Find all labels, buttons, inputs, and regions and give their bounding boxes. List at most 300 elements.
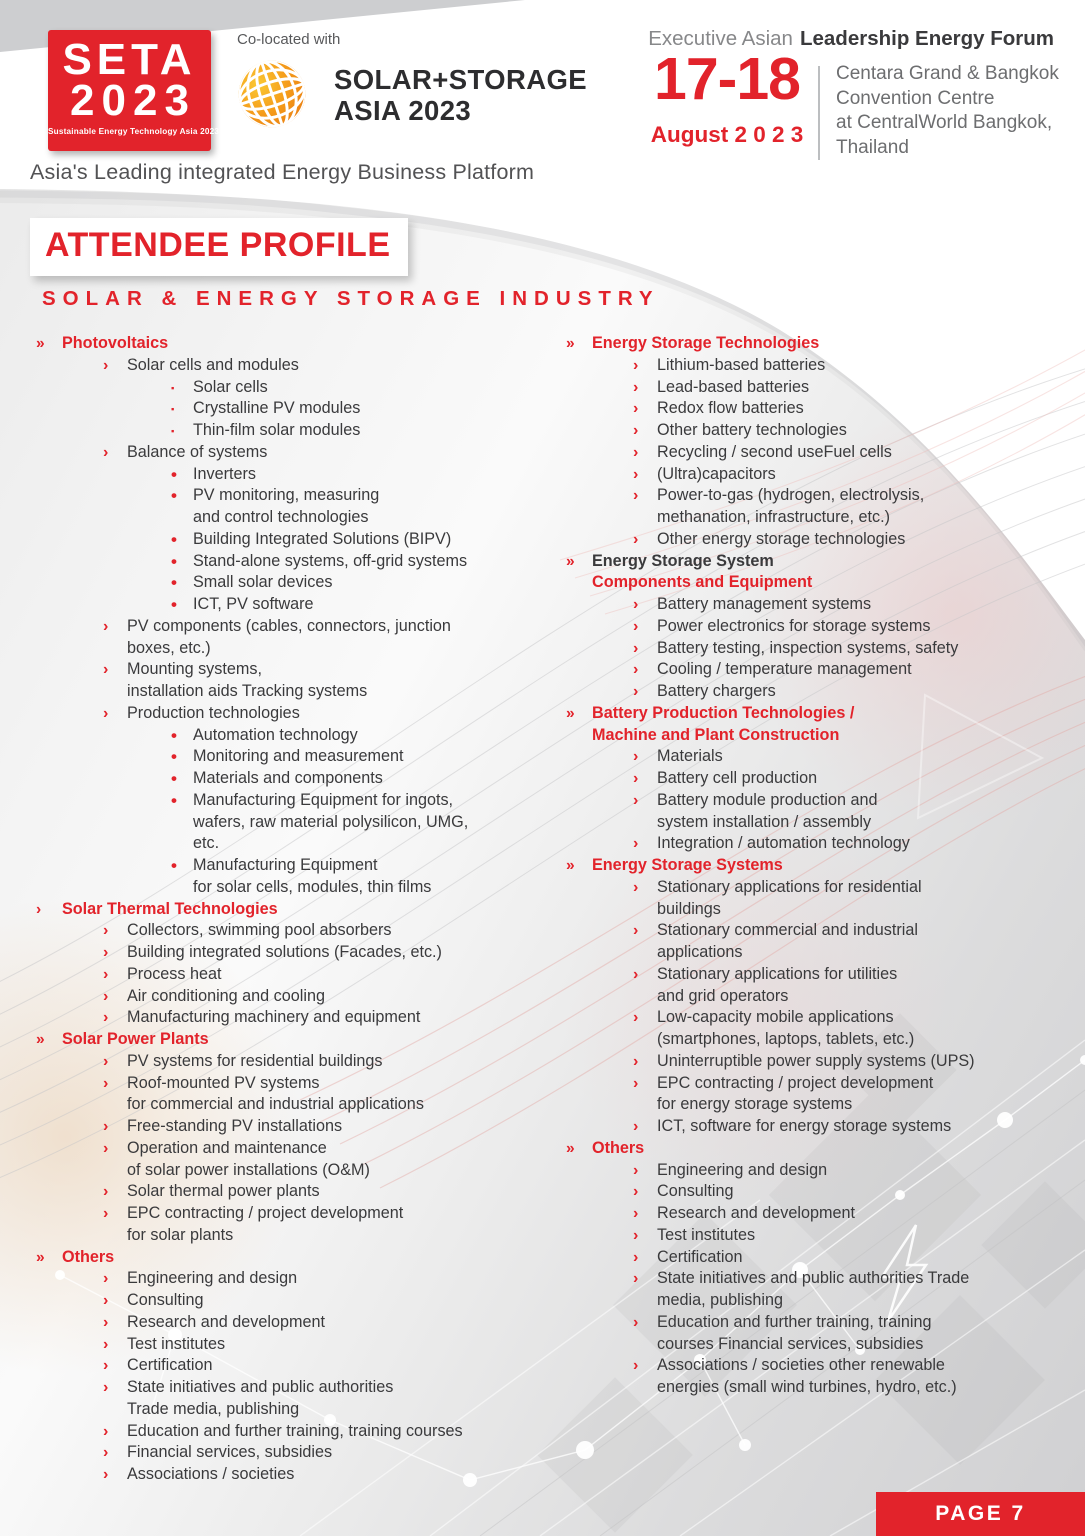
- list-item-text: Financial services, subsidies: [127, 1443, 333, 1462]
- chevron-bullet-icon: ›: [633, 661, 639, 679]
- list-item-text: Trade media, publishing: [127, 1399, 300, 1418]
- dot-bullet-icon: •: [171, 769, 177, 788]
- section-heading-text: Others: [62, 1247, 115, 1266]
- list-line: [35, 877, 560, 899]
- chevron-bullet-icon: ›: [103, 944, 109, 961]
- section-heading-text: Solar Thermal Technologies: [62, 899, 278, 918]
- list-item-text: of solar power installations (O&M): [127, 1160, 370, 1179]
- list-item-text: Power-to-gas (hydrogen, electrolysis,: [657, 486, 925, 505]
- list-item-text: Solar cells: [193, 377, 268, 396]
- list-line: [565, 1334, 1085, 1356]
- square-bullet-icon: ▪: [171, 404, 175, 416]
- list-item-text: applications: [657, 943, 743, 961]
- chevron-bullet-icon: ›: [103, 1444, 109, 1462]
- list-item-text: PV monitoring, measuring: [193, 486, 380, 505]
- list-item-text: and grid operators: [657, 986, 789, 1005]
- list-item-text: Low-capacity mobile applications: [657, 1008, 894, 1027]
- list-item-text: Thin-film solar modules: [193, 421, 361, 439]
- chevron-bullet-icon: ›: [103, 965, 109, 983]
- chevron-bullet-icon: ›: [633, 400, 639, 418]
- list-item-text: Building Integrated Solutions (BIPV): [193, 529, 452, 548]
- list-item-text: boxes, etc.): [127, 638, 211, 657]
- list-item-text: (Ultra)capacitors: [657, 464, 776, 483]
- list-item-text: installation aids Tracking systems: [127, 682, 368, 700]
- chevron-bullet-icon: ›: [103, 617, 109, 635]
- chevron-bullet-icon: ›: [103, 704, 109, 722]
- list-item-text: State initiatives and public authorities Trade: [657, 1269, 970, 1288]
- list-item-text: buildings: [657, 899, 721, 918]
- list-line: [565, 355, 1085, 377]
- list-line: [35, 572, 560, 594]
- list-item-text: and control technologies: [193, 508, 369, 526]
- chevron-bullet-icon: ›: [633, 617, 639, 635]
- list-item-text: Other battery technologies: [657, 421, 847, 439]
- chevron-bullet-icon: ›: [103, 1270, 109, 1288]
- chevron-bullet-icon: ›: [103, 1379, 109, 1396]
- list-line: [565, 1312, 1085, 1334]
- chevron-bullet-icon: ›: [103, 1466, 109, 1483]
- list-line: [35, 768, 560, 790]
- list-line: [35, 1051, 560, 1073]
- chevron-bullet-icon: ›: [633, 1226, 639, 1244]
- chevron-bullet-icon: ›: [633, 639, 639, 657]
- list-line: [565, 1225, 1085, 1247]
- forum-title-regular: Executive Asian: [648, 27, 793, 50]
- list-item-text: system installation / assembly: [657, 812, 872, 831]
- list-line: [565, 1268, 1085, 1290]
- event-month: August 2 0 2 3: [650, 122, 804, 147]
- chevron-bullet-icon: ›: [633, 683, 639, 700]
- venue-line: Convention Centre: [836, 87, 995, 109]
- list-line: [35, 377, 560, 399]
- chevron-bullet-icon: ›: [633, 378, 639, 396]
- list-line: [35, 1094, 560, 1116]
- list-line: [35, 1464, 560, 1486]
- list-line: [35, 703, 560, 725]
- list-item-text: Battery management systems: [657, 595, 872, 613]
- list-item-text: Certification: [127, 1356, 213, 1375]
- list-item-text: Balance of systems: [127, 442, 268, 461]
- list-item-text: Crystalline PV modules: [193, 399, 361, 418]
- list-item-text: Free-standing PV installations: [127, 1117, 343, 1135]
- section-heading-text: Components and Equipment: [592, 573, 813, 592]
- list-item-text: Associations / societies: [127, 1465, 295, 1483]
- page-title: [30, 218, 408, 276]
- list-item-text: ICT, software for energy storage systems: [657, 1117, 952, 1135]
- double-chevron-bullet-icon: »: [36, 1031, 45, 1048]
- list-item-text: Education and further training, training courses: [127, 1421, 463, 1440]
- chevron-bullet-icon: ›: [633, 835, 639, 853]
- list-line: [565, 1181, 1085, 1203]
- event-dates: 17-18: [654, 46, 800, 112]
- list-line: [35, 681, 560, 703]
- double-chevron-bullet-icon: »: [566, 552, 575, 570]
- chevron-bullet-icon: ›: [103, 1313, 109, 1331]
- double-chevron-bullet-icon: ›: [36, 900, 42, 918]
- dot-bullet-icon: •: [171, 573, 177, 593]
- list-item-text: PV systems for residential buildings: [127, 1051, 383, 1070]
- dot-bullet-icon: •: [171, 856, 177, 875]
- list-item-text: State initiatives and public authorities: [127, 1378, 394, 1396]
- list-item-text: ICT, PV software: [193, 595, 314, 613]
- section-heading-text: Machine and Plant Construction: [592, 725, 840, 744]
- list-item-text: methanation, infrastructure, etc.): [657, 508, 891, 526]
- list-item-text: Lead-based batteries: [657, 377, 810, 396]
- chevron-bullet-icon: ›: [633, 1009, 639, 1027]
- list-line: [565, 464, 1085, 486]
- list-line: [565, 790, 1085, 812]
- list-item-text: Building integrated solutions (Facades, etc.): [127, 943, 442, 961]
- chevron-bullet-icon: ›: [633, 1270, 639, 1288]
- vertical-divider: [818, 66, 820, 160]
- venue-line: Centara Grand & Bangkok: [836, 63, 1059, 84]
- list-line: [35, 1421, 560, 1443]
- event-name-line2: ASIA 2023: [334, 95, 472, 126]
- list-line: [35, 398, 560, 420]
- list-line: [565, 1203, 1085, 1225]
- list-item-text: Monitoring and measurement: [193, 747, 404, 766]
- chevron-bullet-icon: ›: [633, 1118, 639, 1135]
- section-heading-text: Energy Storage Systems: [592, 856, 783, 874]
- list-item-text: Research and development: [127, 1312, 325, 1331]
- section-heading-line: [35, 899, 560, 921]
- list-line: [565, 485, 1085, 507]
- list-item-text: Stationary commercial and industrial: [657, 921, 918, 940]
- list-item-text: Power electronics for storage systems: [657, 616, 931, 635]
- list-item-text: for commercial and industrial applications: [127, 1095, 424, 1114]
- chevron-bullet-icon: ›: [103, 1009, 109, 1027]
- list-line: [35, 1160, 560, 1182]
- list-line: [565, 681, 1085, 703]
- list-item-text: Process heat: [127, 964, 222, 983]
- list-line: [35, 1225, 560, 1247]
- list-line: [565, 1073, 1085, 1095]
- list-line: [35, 616, 560, 638]
- chevron-bullet-icon: ›: [633, 465, 639, 483]
- dot-bullet-icon: •: [171, 725, 177, 745]
- list-line: [565, 833, 1085, 855]
- list-item-text: Manufacturing machinery and equipment: [127, 1008, 421, 1027]
- chevron-bullet-icon: ›: [633, 422, 639, 439]
- double-chevron-bullet-icon: »: [566, 857, 575, 874]
- section-heading-text: Solar Power Plants: [62, 1030, 209, 1048]
- list-item-text: Uninterruptible power supply systems (UPS): [657, 1051, 975, 1070]
- list-item-text: Consulting: [657, 1182, 734, 1201]
- list-item-text: Materials: [657, 747, 723, 766]
- chevron-bullet-icon: ›: [103, 1292, 109, 1309]
- list-line: [565, 986, 1085, 1008]
- list-line: [565, 920, 1085, 942]
- chevron-bullet-icon: ›: [633, 1313, 639, 1331]
- chevron-bullet-icon: ›: [633, 487, 639, 505]
- event-name-line1: SOLAR+STORAGE: [334, 64, 587, 95]
- list-item-text: Test institutes: [657, 1225, 756, 1244]
- chevron-bullet-icon: ›: [633, 596, 639, 613]
- chevron-bullet-icon: ›: [633, 1074, 639, 1092]
- list-line: [565, 768, 1085, 790]
- section-heading-line: [565, 703, 1085, 725]
- list-line: [565, 507, 1085, 529]
- dot-bullet-icon: •: [171, 551, 177, 571]
- list-line: [35, 1377, 560, 1399]
- chevron-bullet-icon: ›: [633, 1161, 639, 1179]
- list-item-text: etc.: [193, 834, 220, 853]
- list-item-text: Battery chargers: [657, 682, 776, 700]
- list-item-text: EPC contracting / project development: [657, 1073, 934, 1092]
- list-line: [565, 377, 1085, 399]
- list-line: [565, 1377, 1085, 1399]
- list-line: [35, 920, 560, 942]
- chevron-bullet-icon: ›: [633, 1183, 639, 1201]
- double-chevron-bullet-icon: »: [566, 704, 575, 722]
- list-item-text: Manufacturing Equipment for ingots,: [193, 790, 454, 809]
- list-item-text: Automation technology: [193, 725, 358, 744]
- chevron-bullet-icon: ›: [103, 1074, 109, 1092]
- chevron-bullet-icon: ›: [103, 1357, 109, 1375]
- list-line: [565, 1116, 1085, 1138]
- list-line: [565, 942, 1085, 964]
- list-line: [35, 464, 560, 486]
- section-heading-text: Battery Production Technologies /: [592, 703, 855, 722]
- list-item-text: Air conditioning and cooling: [127, 986, 325, 1005]
- list-line: [565, 877, 1085, 899]
- industry-list-right-column: [565, 333, 1085, 1399]
- list-line: [35, 442, 560, 464]
- chevron-bullet-icon: ›: [633, 1052, 639, 1070]
- double-chevron-bullet-icon: »: [566, 335, 575, 352]
- list-line: [35, 485, 560, 507]
- chevron-bullet-icon: ›: [633, 748, 639, 766]
- square-bullet-icon: ▪: [171, 382, 175, 394]
- list-item-text: for solar plants: [127, 1225, 234, 1244]
- forum-title-bold: Leadership Energy Forum: [799, 27, 1054, 50]
- list-line: [565, 1247, 1085, 1269]
- section-heading-line: [35, 333, 560, 355]
- list-item-text: Research and development: [657, 1204, 855, 1222]
- page-title-text: ATTENDEE PROFILE: [45, 226, 391, 264]
- list-line: [35, 942, 560, 964]
- chevron-bullet-icon: ›: [633, 530, 639, 548]
- chevron-bullet-icon: ›: [103, 987, 109, 1005]
- list-item-text: Integration / automation technology: [657, 834, 910, 853]
- list-line: [565, 442, 1085, 464]
- list-item-text: Collectors, swimming pool absorbers: [127, 921, 392, 940]
- chevron-bullet-icon: ›: [633, 1205, 639, 1222]
- colocated-event-name: [334, 64, 587, 126]
- list-item-text: wafers, raw material polysilicon, UMG,: [193, 812, 469, 831]
- section-heading-line: [565, 572, 1085, 594]
- list-line: [35, 1073, 560, 1095]
- list-line: [35, 638, 560, 660]
- chevron-bullet-icon: ›: [103, 356, 109, 374]
- list-item-text: Engineering and design: [657, 1160, 828, 1179]
- chevron-bullet-icon: ›: [103, 1139, 109, 1157]
- dot-bullet-icon: •: [171, 595, 177, 614]
- list-item-text: Certification: [657, 1247, 743, 1266]
- list-item-text: Materials and components: [193, 769, 383, 787]
- dot-bullet-icon: •: [171, 486, 177, 506]
- venue-line: Thailand: [836, 136, 909, 158]
- list-line: [35, 1399, 560, 1421]
- section-heading-text: Others: [592, 1138, 645, 1157]
- list-item-text: courses Financial services, subsidies: [657, 1334, 924, 1353]
- section-heading-line: [565, 725, 1085, 747]
- list-line: [35, 529, 560, 551]
- chevron-bullet-icon: ›: [103, 1422, 109, 1440]
- section-heading-line: [565, 333, 1085, 355]
- list-line: [565, 1355, 1085, 1377]
- list-item-text: Redox flow batteries: [657, 399, 804, 418]
- list-item-text: (smartphones, laptops, tablets, etc.): [657, 1030, 915, 1048]
- list-item-text: Small solar devices: [193, 573, 333, 592]
- section-heading-line: [565, 855, 1085, 877]
- list-item-text: Lithium-based batteries: [657, 355, 826, 374]
- list-line: [35, 1007, 560, 1029]
- list-item-text: Stationary applications for residential: [657, 877, 922, 896]
- list-line: [35, 833, 560, 855]
- list-line: [565, 1007, 1085, 1029]
- square-bullet-icon: ▪: [171, 426, 175, 437]
- dot-bullet-icon: •: [171, 464, 177, 484]
- chevron-bullet-icon: ›: [633, 1248, 639, 1266]
- dot-bullet-icon: •: [171, 529, 177, 549]
- dot-bullet-icon: •: [171, 790, 177, 810]
- double-chevron-bullet-icon: »: [36, 335, 45, 352]
- list-line: [35, 746, 560, 768]
- list-line: [35, 964, 560, 986]
- list-item-text: Solar thermal power plants: [127, 1182, 320, 1201]
- list-line: [35, 1116, 560, 1138]
- list-line: [35, 1138, 560, 1160]
- list-item-text: Inverters: [193, 464, 256, 483]
- list-item-text: for energy storage systems: [657, 1095, 853, 1114]
- list-item-text: Solar cells and modules: [127, 355, 299, 374]
- list-line: [35, 1268, 560, 1290]
- list-line: [35, 551, 560, 573]
- list-line: [565, 899, 1085, 921]
- list-item-text: media, publishing: [657, 1291, 783, 1309]
- page-number-text: PAGE 7: [935, 1502, 1026, 1525]
- chevron-bullet-icon: ›: [103, 1183, 109, 1201]
- venue-line: at CentralWorld Bangkok,: [836, 112, 1053, 133]
- list-line: [565, 529, 1085, 551]
- list-item-text: Engineering and design: [127, 1269, 298, 1288]
- list-line: [35, 986, 560, 1008]
- double-chevron-bullet-icon: »: [566, 1139, 575, 1157]
- list-item-text: Recycling / second useFuel cells: [657, 442, 892, 461]
- list-item-text: Mounting systems,: [127, 660, 262, 679]
- list-line: [565, 398, 1085, 420]
- section-heading-text: Energy Storage Technologies: [592, 334, 820, 352]
- section-heading-text: Photovoltaics: [62, 334, 169, 352]
- chevron-bullet-icon: ›: [633, 791, 639, 809]
- chevron-bullet-icon: ›: [633, 443, 639, 461]
- chevron-bullet-icon: ›: [103, 1118, 109, 1135]
- list-line: [35, 355, 560, 377]
- section-heading-line: [565, 1138, 1085, 1160]
- list-item-text: Consulting: [127, 1291, 204, 1309]
- seta-logo: [48, 30, 220, 151]
- list-item-text: energies (small wind turbines, hydro, etc.): [657, 1378, 957, 1396]
- section-heading-text: Energy Storage System: [592, 551, 774, 570]
- list-line: [35, 812, 560, 834]
- list-item-text: Manufacturing Equipment: [193, 856, 378, 874]
- list-line: [565, 1051, 1085, 1073]
- chevron-bullet-icon: ›: [633, 922, 639, 940]
- list-line: [565, 964, 1085, 986]
- list-line: [35, 1334, 560, 1356]
- list-item-text: Battery testing, inspection systems, safety: [657, 638, 959, 657]
- list-item-text: Production technologies: [127, 703, 300, 722]
- list-line: [565, 1029, 1085, 1051]
- list-line: [565, 420, 1085, 442]
- list-line: [35, 1290, 560, 1312]
- colocated-label: Co-located with: [237, 31, 341, 48]
- list-line: [35, 1355, 560, 1377]
- logo-text-top: SETA: [62, 35, 197, 84]
- chevron-bullet-icon: ›: [103, 443, 109, 461]
- globe-icon: [235, 56, 309, 132]
- venue-address: [836, 62, 1059, 160]
- list-line: [565, 1094, 1085, 1116]
- list-item-text: Stand-alone systems, off-grid systems: [193, 551, 468, 570]
- page-number-badge: [876, 1492, 1085, 1536]
- section-heading-line: [565, 551, 1085, 573]
- list-line: [565, 746, 1085, 768]
- list-item-text: Roof-mounted PV systems: [127, 1073, 320, 1092]
- chevron-bullet-icon: ›: [103, 1335, 109, 1353]
- list-item-text: Other energy storage technologies: [657, 529, 906, 548]
- double-chevron-bullet-icon: »: [36, 1248, 45, 1266]
- list-line: [565, 1160, 1085, 1182]
- list-item-text: Education and further training, training: [657, 1312, 932, 1331]
- list-line: [35, 855, 560, 877]
- list-item-text: Cooling / temperature management: [657, 660, 912, 679]
- list-line: [35, 1181, 560, 1203]
- list-line: [35, 594, 560, 616]
- chevron-bullet-icon: ›: [103, 661, 109, 679]
- list-line: [35, 507, 560, 529]
- list-item-text: for solar cells, modules, thin films: [193, 877, 432, 896]
- section-heading-line: [35, 1029, 560, 1051]
- list-line: [565, 594, 1085, 616]
- list-line: [565, 812, 1085, 834]
- list-line: [35, 420, 560, 442]
- list-line: [35, 1442, 560, 1464]
- list-line: [565, 1290, 1085, 1312]
- platform-tagline: Asia's Leading integrated Energy Business Platform: [30, 160, 535, 184]
- list-item-text: Stationary applications for utilities: [657, 964, 898, 983]
- chevron-bullet-icon: ›: [103, 1205, 109, 1222]
- chevron-bullet-icon: ›: [633, 878, 639, 896]
- list-item-text: Battery module production and: [657, 790, 878, 809]
- logo-tagline: Sustainable Energy Technology Asia 2023: [48, 127, 220, 136]
- chevron-bullet-icon: ›: [633, 770, 639, 787]
- logo-text-year: 2023: [70, 76, 196, 125]
- list-line: [35, 790, 560, 812]
- list-line: [35, 1312, 560, 1334]
- chevron-bullet-icon: ›: [633, 1357, 639, 1375]
- list-item-text: Operation and maintenance: [127, 1138, 327, 1157]
- list-item-text: Battery cell production: [657, 769, 818, 787]
- list-line: [35, 725, 560, 747]
- list-line: [565, 638, 1085, 660]
- industry-list-left-column: [35, 333, 560, 1486]
- chevron-bullet-icon: ›: [633, 356, 639, 374]
- list-item-text: Test institutes: [127, 1334, 226, 1353]
- section-title: SOLAR & ENERGY STORAGE INDUSTRY: [42, 287, 660, 310]
- section-heading-line: [35, 1247, 560, 1269]
